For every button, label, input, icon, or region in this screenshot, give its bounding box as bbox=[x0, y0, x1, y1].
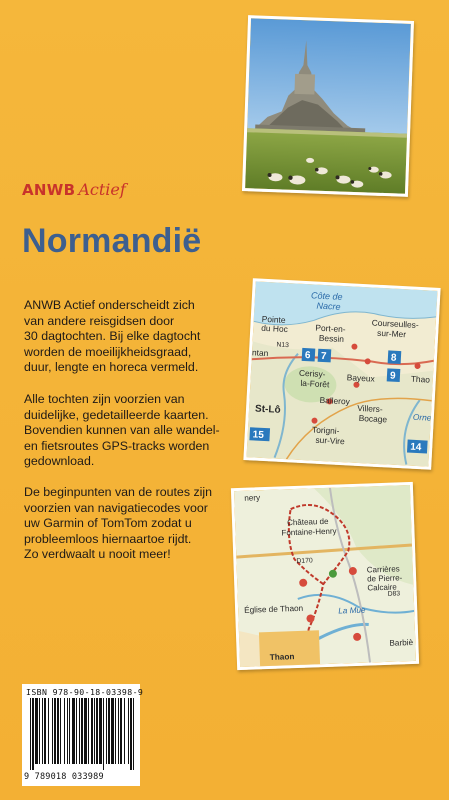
map-place: Calcaire bbox=[367, 582, 397, 593]
barcode-bar bbox=[115, 698, 116, 764]
map-sea-label: Côte de bbox=[310, 290, 343, 302]
barcode-bar bbox=[124, 698, 125, 764]
barcode-bar bbox=[54, 698, 56, 764]
paragraph-1 bbox=[24, 298, 224, 376]
p2-line: gedownload. bbox=[24, 454, 95, 469]
map-sea-label: Nacre bbox=[316, 300, 341, 312]
map-road: N13 bbox=[276, 341, 290, 350]
barcode-bar bbox=[64, 698, 65, 764]
barcode-bar bbox=[67, 698, 68, 764]
map-place: Fontaine-Henry bbox=[281, 526, 337, 538]
map-place: Bocage bbox=[358, 412, 388, 425]
isbn-barcode bbox=[22, 684, 144, 786]
ean-number: 9 789018 033989 bbox=[24, 772, 104, 782]
map-place: Thao bbox=[410, 373, 431, 385]
route-badge: 15 bbox=[252, 429, 265, 441]
paragraph-3 bbox=[24, 485, 224, 563]
map-place: Bessin bbox=[318, 332, 345, 345]
route-badge: 8 bbox=[390, 352, 397, 364]
barcode-bar bbox=[84, 698, 87, 764]
barcode-bar bbox=[48, 698, 49, 764]
route-detail-map bbox=[231, 482, 419, 670]
map-place: Torigni- bbox=[311, 424, 340, 436]
route-detail-map-svg bbox=[234, 485, 416, 667]
p3-line: probleemloos hiernaartoe rijdt. bbox=[24, 531, 192, 546]
p2-line: Bovendien kunnen van alle wandel- bbox=[24, 423, 220, 438]
barcode-bar bbox=[52, 698, 53, 764]
p1-line: worden de moeilijkheidsgraad, bbox=[24, 344, 192, 359]
barcode-bar bbox=[99, 698, 102, 764]
map-place: Bayeux bbox=[346, 372, 375, 384]
book-title: Normandië bbox=[22, 222, 202, 260]
map-road: D83 bbox=[387, 590, 401, 598]
barcode-bar bbox=[30, 698, 31, 770]
p3-line: voorzien van navigatiecodes voor bbox=[24, 500, 208, 515]
isbn-number: ISBN 978-90-18-03398-9 bbox=[26, 687, 144, 697]
paragraph-2 bbox=[24, 392, 224, 470]
p2-line: en fietsroutes GPS-tracks worden bbox=[24, 438, 210, 453]
photo-illustration bbox=[245, 18, 411, 193]
barcode-bar bbox=[111, 698, 114, 764]
route-badge: 7 bbox=[320, 350, 327, 363]
barcode-bar bbox=[76, 698, 77, 764]
barcode-bar bbox=[60, 698, 61, 764]
map-place: Château de bbox=[286, 516, 329, 528]
route-badge: 6 bbox=[304, 350, 311, 362]
p1-line: van andere reisgidsen door bbox=[24, 313, 175, 328]
barcode-bar bbox=[72, 698, 75, 764]
barcode-bars bbox=[30, 698, 134, 770]
barcode-bar bbox=[81, 698, 83, 764]
map-place: Pointe bbox=[261, 313, 286, 325]
barcode-bar bbox=[88, 698, 89, 764]
map-river: Orne bbox=[412, 411, 432, 423]
p3-line: Zo verdwaalt u nooit meer! bbox=[24, 547, 171, 562]
brand-anwb: ANWB bbox=[22, 181, 76, 199]
barcode-bar bbox=[57, 698, 59, 764]
p1-line: 30 dagtochten. Bij elke dagtocht bbox=[24, 329, 201, 344]
p3-line: uw Garmin of TomTom zodat u bbox=[24, 516, 192, 531]
p2-line: Alle tochten zijn voorzien van bbox=[24, 392, 185, 406]
map-place: Courseulles- bbox=[371, 317, 419, 330]
region-map-svg bbox=[247, 281, 438, 466]
barcode-bar bbox=[108, 698, 110, 764]
anwb-actief-logo bbox=[22, 180, 126, 200]
p2-line: duidelijke, gedetailleerde kaarten. bbox=[24, 407, 209, 422]
brand-actief: Actief bbox=[78, 180, 126, 199]
map-place: Cerisy- bbox=[298, 367, 326, 380]
p3-line: De beginpunten van de routes zijn bbox=[24, 485, 213, 499]
barcode-bar bbox=[96, 698, 98, 764]
barcode-bar bbox=[120, 698, 122, 764]
p1-line: ANWB Actief onderscheidt zich bbox=[24, 298, 195, 312]
barcode-bar bbox=[118, 698, 119, 764]
barcode-bar bbox=[42, 698, 43, 764]
barcode-bar bbox=[32, 698, 34, 770]
map-place: Port-en- bbox=[315, 322, 346, 335]
barcode-bar bbox=[91, 698, 93, 764]
map-place: du Hoc bbox=[261, 322, 289, 335]
map-river: La Mue bbox=[338, 605, 366, 616]
barcode-bar bbox=[69, 698, 70, 764]
barcode-bar bbox=[106, 698, 107, 764]
map-place: de Pierre- bbox=[366, 573, 403, 584]
map-place: ntan bbox=[251, 347, 269, 359]
barcode-bar bbox=[130, 698, 132, 770]
barcode-bar bbox=[79, 698, 80, 764]
map-place: Carrières bbox=[366, 564, 400, 575]
mont-saint-michel-photo bbox=[242, 15, 414, 197]
barcode-bar bbox=[44, 698, 46, 764]
barcode-bar bbox=[103, 698, 104, 770]
map-place: Barbiè bbox=[389, 637, 414, 648]
route-badge: 14 bbox=[409, 441, 422, 454]
map-place: Thaon bbox=[269, 652, 295, 662]
map-place: nery bbox=[244, 493, 261, 503]
barcode-bar bbox=[128, 698, 129, 764]
map-road: D170 bbox=[296, 557, 313, 565]
map-place: St-Lô bbox=[254, 403, 281, 416]
map-place: Balleroy bbox=[319, 394, 351, 407]
map-place: sur-Mer bbox=[376, 327, 407, 340]
barcode-bar bbox=[35, 698, 38, 764]
map-place: sur-Vire bbox=[315, 434, 345, 447]
map-place: Église de Thaon bbox=[243, 603, 304, 615]
barcode-bar bbox=[133, 698, 134, 770]
map-place: la-Forêt bbox=[300, 377, 330, 390]
p1-line: duur, lengte en horeca vermeld. bbox=[24, 360, 199, 375]
barcode-bar bbox=[94, 698, 95, 764]
barcode-bar bbox=[39, 698, 40, 764]
region-map bbox=[243, 278, 440, 470]
map-place: Villers- bbox=[356, 402, 383, 415]
route-badge: 9 bbox=[389, 370, 396, 382]
